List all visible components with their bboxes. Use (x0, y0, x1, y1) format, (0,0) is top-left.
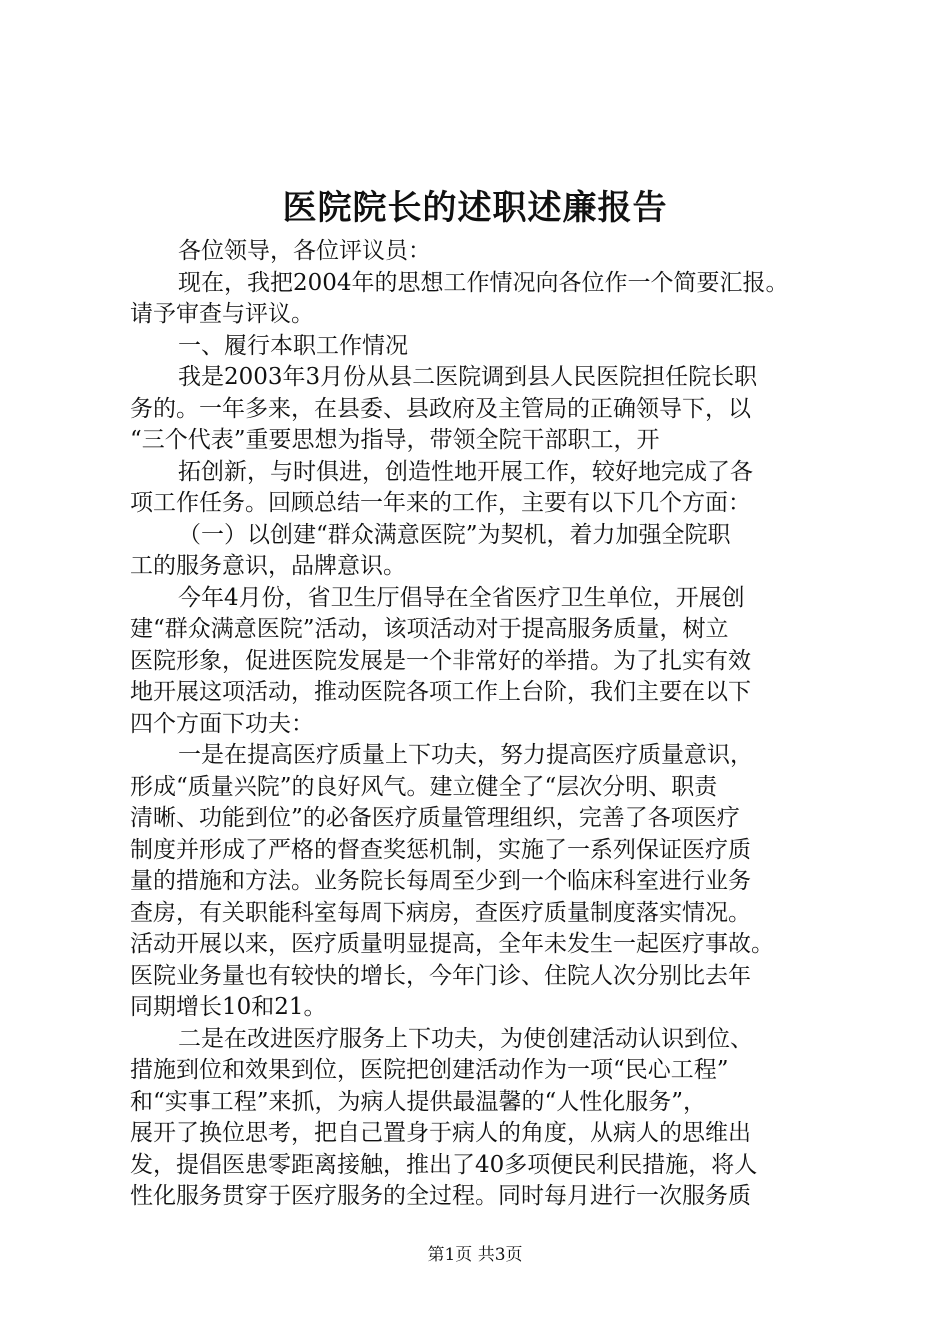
body-line: “三个代表”重要思想为指导，带领全院干部职工，开 (130, 427, 660, 453)
body-line: 工的服务意识，品牌意识。 (130, 553, 406, 579)
body-line: 我是2003年3月份从县二医院调到县人民医院担任院长职 (178, 364, 758, 390)
body-line: 同期增长10和21。 (130, 994, 327, 1020)
body-line: 四个方面下功夫： (130, 710, 314, 737)
body-line: 医院形象，促进医院发展是一个非常好的举措。为了扎实有效 (130, 647, 751, 674)
body-line: 活动开展以来，医疗质量明显提高，全年未发生一起医疗事故。 (130, 931, 774, 957)
body-line: 建“群众满意医院”活动，该项活动对于提高服务质量，树立 (130, 616, 729, 642)
document-title: 医院院长的述职述廉报告 (282, 188, 668, 228)
body-line: 医院业务量也有较快的增长，今年门诊、住院人次分别比去年 (130, 962, 751, 989)
body-line: 和“实事工程”来抓，为病人提供最温馨的“人性化服务”， (130, 1088, 707, 1115)
body-line: 现在，我把2004年的思想工作情况向各位作一个简要汇报。 (178, 269, 789, 296)
body-line: （一）以创建“群众满意医院”为契机，着力加强全院职 (178, 521, 731, 548)
body-line: 一、履行本职工作情况 (178, 332, 408, 359)
body-line: 今年4月份，省卫生厅倡导在全省医疗卫生单位，开展创 (178, 584, 745, 611)
body-line: 地开展这项活动，推动医院各项工作上台阶，我们主要在以下 (130, 679, 751, 705)
body-line: 发，提倡医患零距离接触，推出了40多项便民利民措施，将人 (130, 1151, 758, 1178)
body-line: 请予审查与评议。 (130, 301, 314, 327)
body-line: 性化服务贯穿于医疗服务的全过程。同时每月进行一次服务质 (130, 1183, 751, 1209)
body-line: 清晰、功能到位”的必备医疗质量管理组织，完善了各项医疗 (130, 805, 740, 831)
page-number-footer: 第1页 共3页 (427, 1245, 523, 1265)
document-body (130, 236, 836, 1213)
body-line: 展开了换位思考，把自己置身于病人的角度，从病人的思维出 (130, 1120, 751, 1146)
body-line: 二是在改进医疗服务上下功夫，为使创建活动认识到位、 (178, 1025, 753, 1052)
body-line: 各位领导，各位评议员： (178, 238, 431, 264)
body-line: 项工作任务。回顾总结一年来的工作，主要有以下几个方面： (130, 490, 751, 516)
body-line: 务的。一年多来，在县委、县政府及主管局的正确领导下，以 (130, 395, 751, 422)
body-line: 措施到位和效果到位，医院把创建活动作为一项“民心工程” (130, 1057, 729, 1083)
body-line: 一是在提高医疗质量上下功夫，努力提高医疗质量意识， (178, 742, 753, 768)
body-line: 查房，有关职能科室每周下病房，查医疗质量制度落实情况。 (130, 899, 751, 926)
body-line: 量的措施和方法。业务院长每周至少到一个临床科室进行业务 (130, 868, 751, 894)
body-line: 形成“质量兴院”的良好风气。建立健全了“层次分明、职责 (130, 773, 718, 800)
body-line: 拓创新，与时俱进，创造性地开展工作，较好地完成了各 (178, 458, 753, 485)
body-line: 制度并形成了严格的督查奖惩机制，实施了一系列保证医疗质 (130, 836, 751, 863)
